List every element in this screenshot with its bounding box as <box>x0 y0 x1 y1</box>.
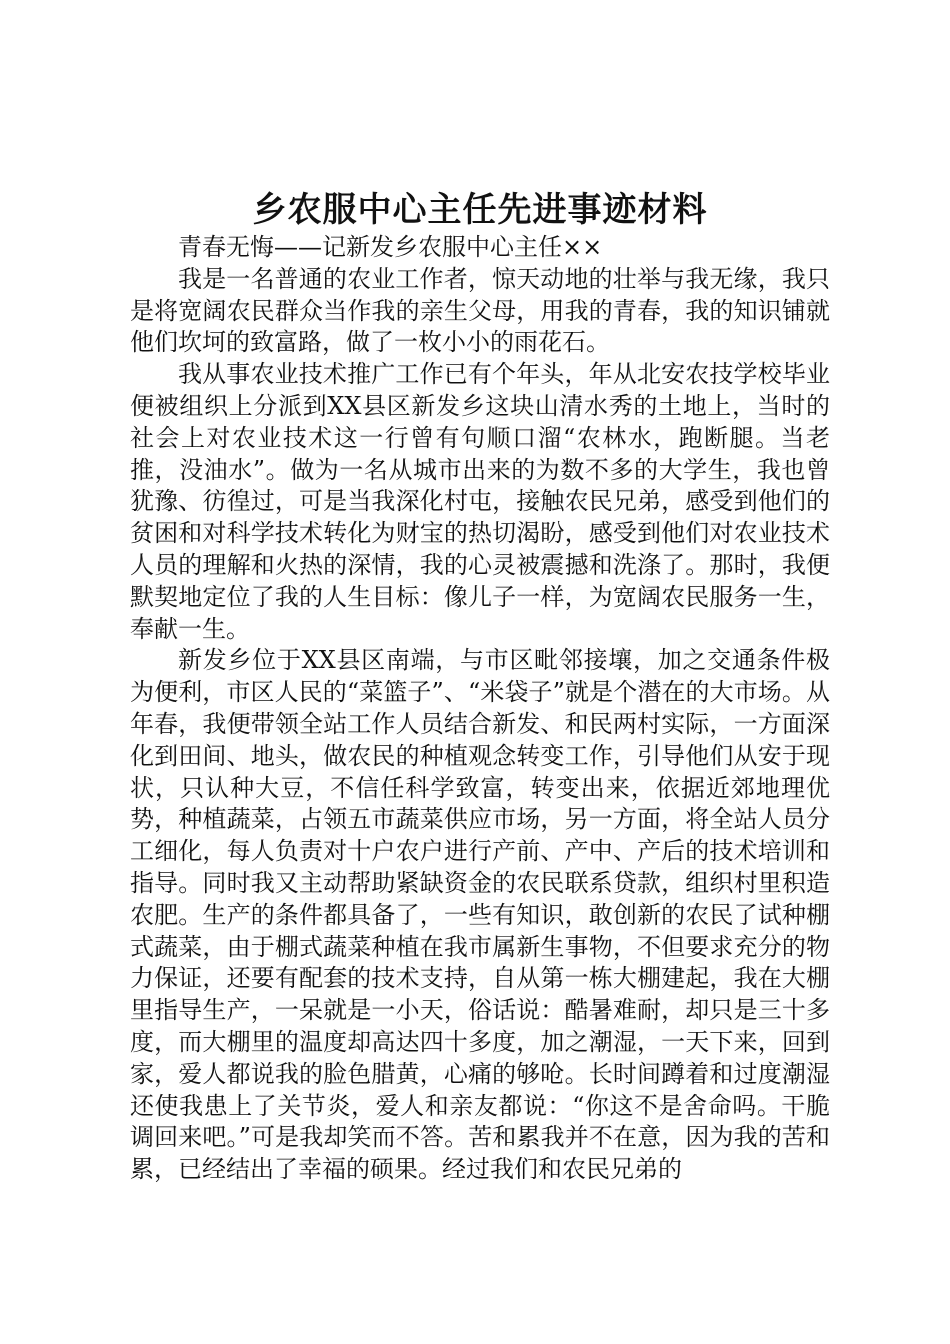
document-title: 乡农服中心主任先进事迹材料 <box>252 190 708 230</box>
document-body <box>130 232 830 1186</box>
document-page <box>130 0 830 1344</box>
paragraph: 我从事农业技术推广工作已有个年头，年从北安农技学校毕业便被组织上分派到XX县区新发乡这块山清水秀的土地上，当时的社会上对农业技术这一行曾有句顺口溜“农林水，跑断腿。当老推，没油水”。做为一名从城市出来的为数不多的大学生，我也曾犹豫、彷徨过，可是当我深化村屯，接触农民兄弟，感受到他们的贫困和对科学技术转化为财宝的热切渴盼，感受到他们对农业技术人员的理解和火热的深情，我的心灵被震撼和洗涤了。那时，我便默契地定位了我的人生目标：像儿子一样，为宽阔农民服务一生，奉献一生。 <box>130 360 830 643</box>
paragraph-subtitle: 青春无悔——记新发乡农服中心主任×× <box>178 233 603 261</box>
paragraph: 新发乡位于XX县区南端，与市区毗邻接壤，加之交通条件极为便利，市区人民的“菜篮子”、“米袋子”就是个潜在的大市场。从年春，我便带领全站工作人员结合新发、和民两村实际，一方面深化到田间、地头，做农民的种植观念转变工作，引导他们从安于现状，只认种大豆，不信任科学致富，转变出来，依据近郊地理优势，种植蔬菜，占领五市蔬菜供应市场，另一方面，将全站人员分工细化，每人负责对十户农户进行产前、产中、产后的技术培训和指导。同时我又主动帮助紧缺资金的农民联系贷款，组织村里积造农肥。生产的条件都具备了，一些有知识，敢创新的农民了试种棚式蔬菜，由于棚式蔬菜种植在我市属新生事物，不但要求充分的物力保证，还要有配套的技术支持，自从第一栋大棚建起，我在大棚里指导生产，一呆就是一小天，俗话说：酷暑难耐，却只是三十多度，而大棚里的温度却高达四十多度，加之潮湿，一天下来，回到家，爱人都说我的脸色腊黄，心痛的够呛。长时间蹲着和过度潮湿还使我患上了关节炎，爱人和亲友都说：“你这不是舍命吗。干脆调回来吧。”可是我却笑而不答。苦和累我并不在意，因为我的苦和累，已经结出了幸福的硕果。经过我们和农民兄弟的 <box>130 646 830 1184</box>
paragraph: 我是一名普通的农业工作者，惊天动地的壮举与我无缘，我只是将宽阔农民群众当作我的亲生父母，用我的青春，我的知识铺就他们坎坷的致富路，做了一枚小小的雨花石。 <box>130 264 830 357</box>
